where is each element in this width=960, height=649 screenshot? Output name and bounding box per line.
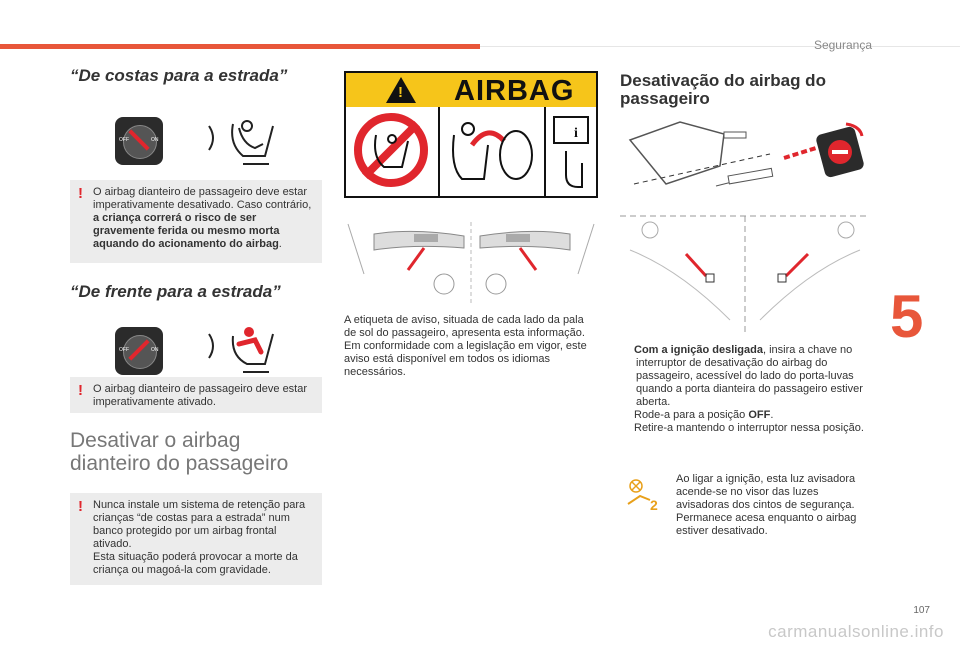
warning-rear-facing: ! O airbag dianteiro de passageiro deve estar imperativamente desativado. Caso contrário, a criança correrá o risco de ser gravemente ferida ou mesmo morta aquando do acionamento do airbag. (70, 180, 322, 263)
svg-text:i: i (574, 126, 578, 141)
heading-forward-facing: “De frente para a estrada” (70, 282, 281, 301)
forward-facing-child-seat-icon (203, 322, 283, 378)
warning-deactivate: ! Nunca instale um sistema de retenção para crianças “de costas para a estrada” num banco protegido por um airbag frontal ativado. Esta situação poderá provocar a morte da criança ou magoá-la com gravidade. (70, 493, 322, 585)
sun-visor-label-location-illustration (344, 214, 598, 306)
key-insert-switch-illustration (620, 114, 870, 210)
warning-forward-facing: ! O airbag dianteiro de passageiro deve estar imperativamente ativado. (70, 377, 322, 413)
svg-text:2: 2 (650, 497, 658, 513)
read-manual-icon (552, 115, 592, 193)
glovebox-switch-location-illustration (620, 210, 870, 338)
header-accent-bar (0, 44, 480, 49)
warning-exclamation-icon: ! (78, 185, 83, 202)
warning-exclamation-icon: ! (78, 382, 83, 399)
airbag-deploy-seat-icon (444, 115, 540, 193)
airbag-warning-label: ! AIRBAG i (344, 71, 598, 198)
heading-deactivate-airbag: Desativar o airbag dianteiro do passageiro (70, 429, 289, 475)
heading-rear-facing: “De costas para a estrada” (70, 66, 288, 85)
step-turn-off: Rode-a para a posição OFF. (634, 409, 774, 421)
airbag-switch-on-icon: OFF ON (115, 327, 163, 375)
rear-facing-child-seat-icon (203, 114, 283, 170)
heading-passenger-airbag-deactivation: Desativação do airbag do passageiro (620, 71, 826, 108)
airbag-switch-off-icon: OFF ON (115, 117, 163, 165)
label-caption: A etiqueta de aviso, situada de cada lado da pala de sol do passageiro, apresenta esta informação. Em conformidade com a legislação em vigor, este aviso está disponível em todos os idiomas necessários. (344, 314, 587, 378)
watermark: carmanualsonline.info (768, 622, 944, 641)
chapter-number: 5 (890, 283, 924, 350)
airbag-label-title: AIRBAG (454, 75, 575, 107)
step-remove-key: Retire-a mantendo o interruptor nessa posição. (634, 422, 864, 434)
section-title: Segurança (813, 38, 872, 52)
warning-lamp-description: Ao ligar a ignição, esta luz avisadora acende-se no visor das luzes avisadoras dos cintos de segurança. Permanece acesa enquanto o airbag estiver desativado. (676, 473, 857, 537)
step-ignition-off: Com a ignição desligada, insira a chave no interruptor de desativação do airbag do passageiro, acessível do lado do porta-luvas quando a porta dianteira do passageiro estiver aberta. (634, 344, 863, 408)
instruction-steps (620, 344, 870, 435)
airbag-off-warning-lamp-icon (624, 478, 664, 514)
warning-exclamation-icon: ! (78, 498, 83, 515)
page-number: 107 (913, 605, 930, 616)
header-rule (480, 46, 960, 47)
